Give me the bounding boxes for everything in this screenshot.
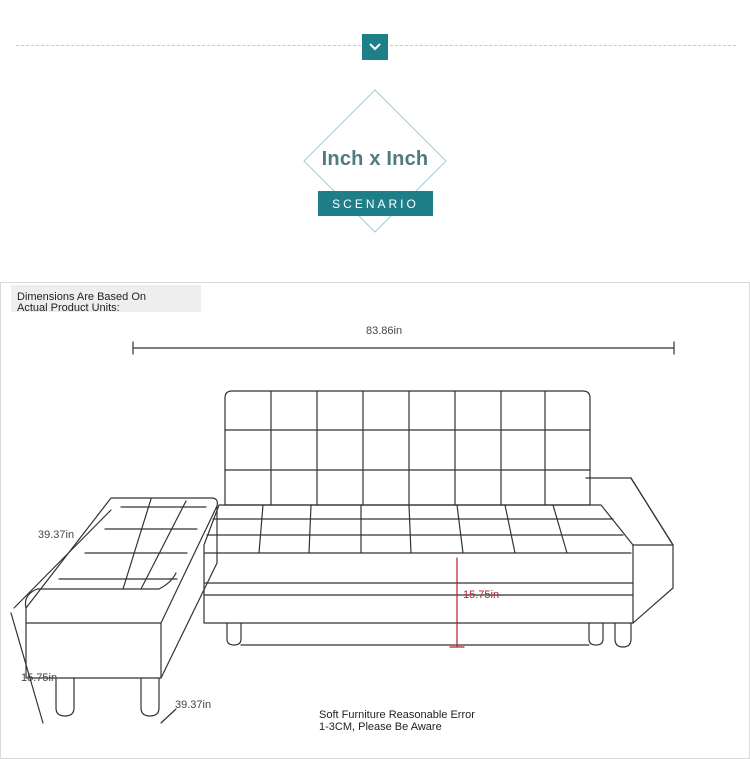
note-line-2: Actual Product Units: — [17, 302, 120, 314]
badge-subtitle: SCENARIO — [318, 191, 433, 216]
sofa-backrest — [225, 391, 590, 505]
expand-button[interactable] — [362, 34, 388, 60]
ottoman-length-line — [14, 510, 111, 608]
seat-height-label: 15.75in — [463, 589, 500, 601]
note-line-1: Dimensions Are Based On — [17, 291, 147, 303]
sofa-seat — [204, 505, 633, 583]
ottoman-height-line — [11, 613, 43, 723]
sofa-leg — [227, 623, 241, 645]
ottoman-leg — [56, 678, 74, 716]
dimension-diagram — [0, 282, 750, 759]
sofa-armrest — [586, 478, 673, 623]
error-line-2: 1-3CM, Please Be Aware — [319, 721, 442, 733]
divider-right — [390, 45, 736, 46]
sofa-base — [204, 583, 633, 623]
sofa-line-drawing — [1, 283, 749, 758]
sofa-leg — [615, 623, 631, 647]
ottoman-top — [26, 498, 217, 623]
ottoman-width-line — [161, 709, 176, 723]
ottoman-length-label: 39.37in — [38, 529, 75, 541]
ottoman-height-label: 15.75in — [21, 672, 58, 684]
divider-left — [16, 45, 361, 46]
error-line-1: Soft Furniture Reasonable Error — [319, 709, 475, 721]
chevron-down-icon — [368, 42, 382, 52]
badge-title: Inch x Inch — [321, 148, 429, 170]
sofa-leg — [589, 623, 603, 645]
ottoman-base — [26, 623, 161, 678]
sofa-width-label: 83.86in — [366, 325, 403, 337]
ottoman-width-label: 39.37in — [175, 699, 212, 711]
measurement-note — [11, 285, 201, 312]
ottoman-leg — [141, 678, 159, 716]
error-note — [319, 709, 475, 733]
